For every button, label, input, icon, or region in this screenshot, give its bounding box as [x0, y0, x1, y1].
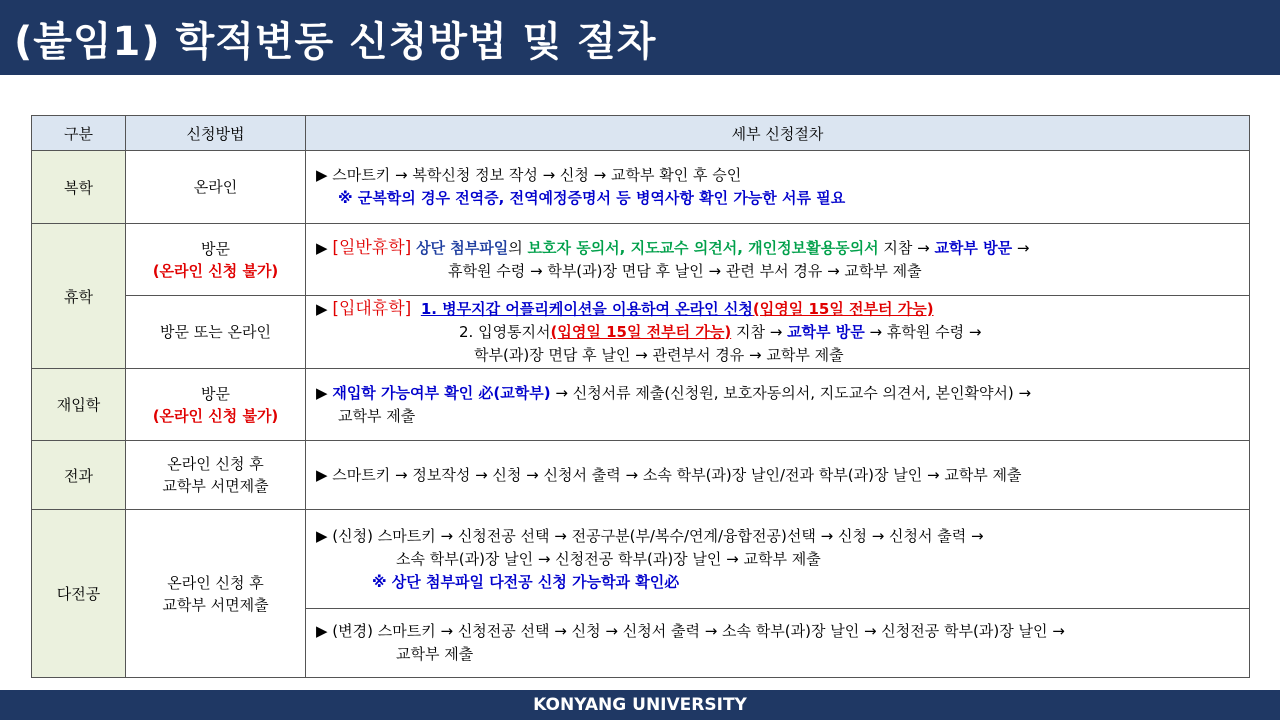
method-label: 교학부 서면제출 — [162, 595, 269, 614]
table-row-jaeiphak — [32, 369, 1250, 441]
category-cell: 다전공 — [32, 510, 126, 678]
attachment-text: 상단 첨부파일 — [416, 238, 509, 257]
table-row-jeongwa — [32, 441, 1250, 510]
bullet-arrow: ▶ — [316, 299, 328, 318]
period-note: (입영일 15일 전부터 가능) — [550, 322, 732, 341]
category-cell: 복학 — [32, 151, 126, 224]
detail-cell — [306, 224, 1250, 296]
table-row-hyuhak-military — [32, 296, 1250, 369]
detail-line: ▶ 스마트키 → 정보작성 → 신청 → 신청서 출력 → 소속 학부(과)장 날인/전과 학부(과)장 날인 → 교학부 제출 — [316, 465, 1022, 484]
online-apply-text: 1. 병무지갑 어플리케이션을 이용하여 온라인 신청 — [420, 299, 753, 318]
period-note: (입영일 15일 전부터 가능) — [752, 299, 934, 318]
table-row-dajeongong-apply — [32, 510, 1250, 609]
connector-text: → 휴학원 수령 → — [864, 322, 982, 341]
detail-cell — [306, 151, 1250, 224]
method-cell — [126, 441, 306, 510]
detail-line — [316, 321, 1249, 344]
connector-text: 지참 → — [731, 322, 788, 341]
category-cell: 전과 — [32, 441, 126, 510]
detail-line: 휴학원 수령 → 학부(과)장 면담 후 날인 → 관련 부서 경유 → 교학부 제출 — [448, 261, 922, 280]
table-row-hyuhak-general — [32, 224, 1250, 296]
eligibility-check-text: 재입학 가능여부 확인 必(교학부) — [332, 383, 551, 402]
method-label: 온라인 신청 후 — [167, 573, 264, 592]
method-cell: 방문 또는 온라인 — [126, 296, 306, 369]
detail-cell — [306, 369, 1250, 441]
visit-office-text: 교학부 방문 — [934, 238, 1013, 257]
method-label: 교학부 서면제출 — [162, 477, 269, 495]
connector-text: 의 — [508, 238, 528, 257]
detail-line: ▶ (변경) 스마트키 → 신청전공 선택 → 신청 → 신청서 출력 → 소속 학부(과)장 날인 → 신청전공 학부(과)장 날인 → — [316, 622, 1065, 640]
method-cell: 온라인 — [126, 151, 306, 224]
table-header-row — [32, 116, 1250, 151]
detail-line — [316, 237, 1249, 260]
bullet-arrow: ▶ — [316, 238, 328, 257]
column-header-category: 구분 — [32, 116, 126, 151]
column-header-method: 신청방법 — [126, 116, 306, 151]
detail-line: 교학부 제출 — [338, 406, 416, 425]
detail-cell — [306, 441, 1250, 510]
detail-line: ▶ (신청) 스마트키 → 신청전공 선택 → 전공구분(부/복수/연계/융합전공)선택 → 신청 → 신청서 출력 → — [316, 526, 984, 545]
page-title: (붙임1) 학적변동 신청방법 및 절차 — [14, 19, 657, 65]
title-bar — [0, 0, 1280, 75]
category-cell: 재입학 — [32, 369, 126, 441]
method-restriction: (온라인 신청 불가) — [152, 261, 279, 280]
table-row-boghak — [32, 151, 1250, 224]
military-leave-tag: [입대휴학] — [332, 298, 412, 319]
bullet-arrow: ▶ — [316, 383, 328, 402]
detail-cell — [306, 296, 1250, 369]
detail-text: 2. 입영통지서 — [459, 322, 551, 341]
detail-cell — [306, 609, 1250, 678]
method-restriction: (온라인 신청 불가) — [152, 406, 279, 425]
detail-line: 학부(과)장 면담 후 날인 → 관련부서 경유 → 교학부 제출 — [474, 345, 844, 364]
detail-line: 소속 학부(과)장 날인 → 신청전공 학부(과)장 날인 → 교학부 제출 — [396, 549, 821, 568]
method-label: 온라인 신청 후 — [167, 455, 264, 473]
method-cell — [126, 510, 306, 678]
detail-line — [316, 298, 1249, 321]
method-cell — [126, 369, 306, 441]
detail-line: 교학부 제출 — [396, 645, 474, 663]
procedure-table — [31, 115, 1250, 678]
connector-text: → — [1012, 238, 1030, 257]
method-label: 방문 — [201, 384, 230, 403]
method-label: 방문 — [201, 239, 230, 258]
method-cell — [126, 224, 306, 296]
detail-note: ※ 상단 첨부파일 다전공 신청 가능학과 확인必 — [372, 572, 680, 591]
visit-office-text: 교학부 방문 — [787, 322, 865, 341]
footer-bar: KONYANG UNIVERSITY — [0, 690, 1280, 720]
column-header-detail: 세부 신청절차 — [306, 116, 1250, 151]
detail-note: ※ 군복학의 경우 전역증, 전역예정증명서 등 병역사항 확인 가능한 서류 필요 — [338, 189, 846, 207]
detail-cell — [306, 510, 1250, 609]
detail-text: → 신청서류 제출(신청원, 보호자동의서, 지도교수 의견서, 본인확약서) → — [550, 383, 1032, 402]
connector-text: 지참 → — [878, 238, 935, 257]
detail-line: ▶ 스마트키 → 복학신청 정보 작성 → 신청 → 교학부 확인 후 승인 — [316, 166, 742, 184]
general-leave-tag: [일반휴학] — [332, 237, 412, 258]
detail-line — [316, 382, 1249, 405]
category-cell: 휴학 — [32, 224, 126, 369]
required-documents: 보호자 동의서, 지도교수 의견서, 개인정보활용동의서 — [527, 238, 879, 257]
